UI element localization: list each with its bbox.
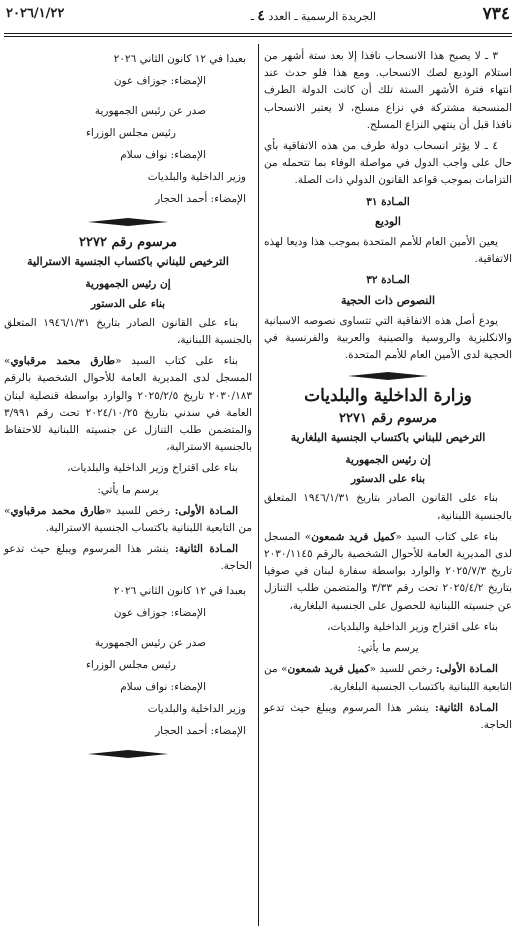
interior-minister: وزير الداخلية والبلديات [147,702,246,715]
constitution-line: بناء على الدستور [90,297,166,310]
left-column [4,48,252,766]
law-reference: بناء على القانون الصادر بتاريخ ١٩٤٦/١/٣١ المتعلق بالجنسية اللبنانية، [264,492,512,522]
article-31-heading: المـادة ٣١ [366,195,410,208]
gazette-name: الجريدة الرسمية ـ العدد [268,10,376,23]
law-reference: بناء على القانون الصادر بتاريخ ١٩٤٦/١/٣١ المتعلق بالجنسية اللبنانية، [4,316,252,347]
article-2 [4,541,252,575]
signature-block-top [4,48,252,210]
issue-date: ٢٠٢٦/١/٢٢ [6,6,65,21]
president-line: إن رئيس الجمهورية [345,454,431,467]
page-header [0,0,516,34]
article-2-text: ينشر هذا المرسوم ويبلغ حيث تدعو الحاجة. [264,701,512,731]
article-1-rest: » من التابعية اللبنانية باكتساب الجنسية الاسترالية. [4,504,252,535]
issued-by: صدر عن رئيس الجمهورية [94,105,206,117]
article-2-label: المـادة الثانية: [434,701,498,714]
article-1-name: كميل فريد شمعون [287,663,370,676]
letter-prefix: بناء على كتاب السيد « [395,530,498,543]
applicant-name: طارق محمد مرقباوي [10,355,116,368]
article-31-title: الوديع [375,214,401,228]
signed-hajjar: الإمضاء: أحمد الحجار [155,724,246,737]
issued-by: صدر عن رئيس الجمهورية [94,636,206,649]
signed-aoun: الإمضاء: جوزاف عون [113,75,206,87]
right-column [264,48,512,738]
article-1-name: طارق محمد مرقباوي [10,504,106,517]
prime-minister: رئيس مجلس الوزراء [85,127,176,139]
article-32-heading: المـادة ٣٢ [366,274,410,287]
constitution-line: بناء على الدستور [350,473,426,486]
signed-salam: الإمضاء: نواف سلام [120,680,206,693]
letter-prefix: بناء على كتاب السيد « [115,355,238,368]
ministry-title: وزارة الداخلية والبلديات [304,386,472,407]
prime-minister: رئيس مجلس الوزراء [85,658,176,671]
spacer [4,624,246,632]
signature-block-bottom [4,580,252,742]
spacer [4,92,246,100]
decree-2271-number: مرسوم رقم ٢٢٧١ [339,410,437,426]
decree-2271-title: الترخيص للبناني باكتساب الجنسية البلغارية [290,430,486,444]
header-rule [4,33,512,34]
article-32-title: النصوص ذات الحجية [340,293,436,307]
letter-paragraph [264,529,512,615]
decree-2272-number: مرسوم رقم ٢٢٧٢ [79,235,177,250]
letter-rest: » المسجل لدى المديرية العامة للأحوال الشخصية بالرقم ٢٠٣٠/١١٤٥ تاريخ ٢٠٢٥/٧/٣ والوارد بواسطة سفارة لبنان في صوفيا بتاريخ ٢٠٢٥/٤/٢ تحت رقم ٣/٣٣ والمتضمن طلب التنازل عن جنسيته اللبنانية للحصول على الجنسية البلغارية، [264,530,513,612]
article-1-prefix: رخص للسيد « [105,504,175,517]
clause-4: ٤ ـ لا يؤثر انسحاب دولة طرف من هذه الاتفاقية بأي حال على واجب الدول في مواصلة الوفاء بما تتحمله من التزامات بموجب قواعد القانون الدولي ذات الصلة. [264,140,512,187]
baabda-date: بعبدا في ١٢ كانون الثاني ٢٠٢٦ [113,53,246,65]
signed-hajjar: الإمضاء: أحمد الحجار [155,193,246,205]
decrees-line: يرسم ما يأتي: [357,642,419,655]
header-rule-thin [4,36,512,37]
decree-2272-title: الترخيص للبناني باكتساب الجنسية الاسترالية [27,255,229,269]
signed-salam: الإمضاء: نواف سلام [120,149,206,161]
clause-3: ٣ ـ لا يصبح هذا الانسحاب نافذا إلا بعد ستة أشهر من استلام الوديع لصك الانسحاب. ومع هذا فلو حدث عند انتهاء فترة الأشهر الستة تلك أن كانت الدولة الطرف المنسحبة مشتركة في نزاع مسلح، لا يعتبر الانسحاب نافذا قبل أن ينتهي النزاع المسلح. [264,50,512,131]
issue-number: ٤ [257,8,265,24]
article-2-label: المـادة الثانية: [174,543,238,556]
section-ornament [88,218,168,226]
section-ornament [88,750,168,758]
running-title: الجريدة الرسمية ـ العدد ٤ ـ [250,8,376,24]
article-2 [264,700,512,734]
column-divider [258,44,259,926]
president-line: إن رئيس الجمهورية [85,278,171,291]
article-1 [4,503,252,537]
baabda-date: بعبدا في ١٢ كانون الثاني ٢٠٢٦ [113,584,246,597]
interior-minister: وزير الداخلية والبلديات [147,171,246,183]
article-1-label: المـادة الأولى: [435,663,498,676]
article-1-rest: » من التابعية اللبنانية باكتساب الجنسية البلغارية. [264,663,512,693]
article-1-label: المـادة الأولى: [174,504,238,517]
letter-paragraph [4,353,252,456]
proposal-line: بناء على اقتراح وزير الداخلية والبلديات، [67,462,238,475]
article-1 [264,661,512,695]
article-2-text: ينشر هذا المرسوم ويبلغ حيث تدعو الحاجة. [4,543,252,573]
letter-rest: » المسجل لدى المديرية العامة للأحوال الشخصية بالرقم ٢٠٣٠/١٨٣ تاريخ ٢٠٢٥/٢/٥ والوارد بواسطة قنصلية لبنان العامة في سدني بتاريخ ٢٠٢٤/١٠/٢٥ تحت رقم ٣/٩٩١ والمتضمن طلب التنازل عن جنسيته اللبنانية للاحتفاظ بالجنسية الاسترالية، [4,355,252,454]
section-ornament [348,372,428,380]
article-31-text: يعين الأمين العام للأمم المتحدة بموجب هذا وديعا لهذه الاتفاقية. [264,236,512,266]
applicant-name: كميل فريد شمعون [311,530,396,543]
proposal-line: بناء على اقتراح وزير الداخلية والبلديات، [327,620,498,633]
article-32-text: يودع أصل هذه الاتفاقية التي تتساوى نصوصه الاسبانية والانكليزية والروسية والصينية والعربية والفرنسية في الحجية لدى الأمين العام للأمم المتحدة. [264,314,512,362]
decrees-line: يرسم ما يأتي: [97,483,159,496]
article-1-prefix: رخص للسيد « [369,663,436,676]
page-number: ٧٣٤ [482,4,510,24]
signed-aoun: الإمضاء: جوزاف عون [113,606,206,619]
